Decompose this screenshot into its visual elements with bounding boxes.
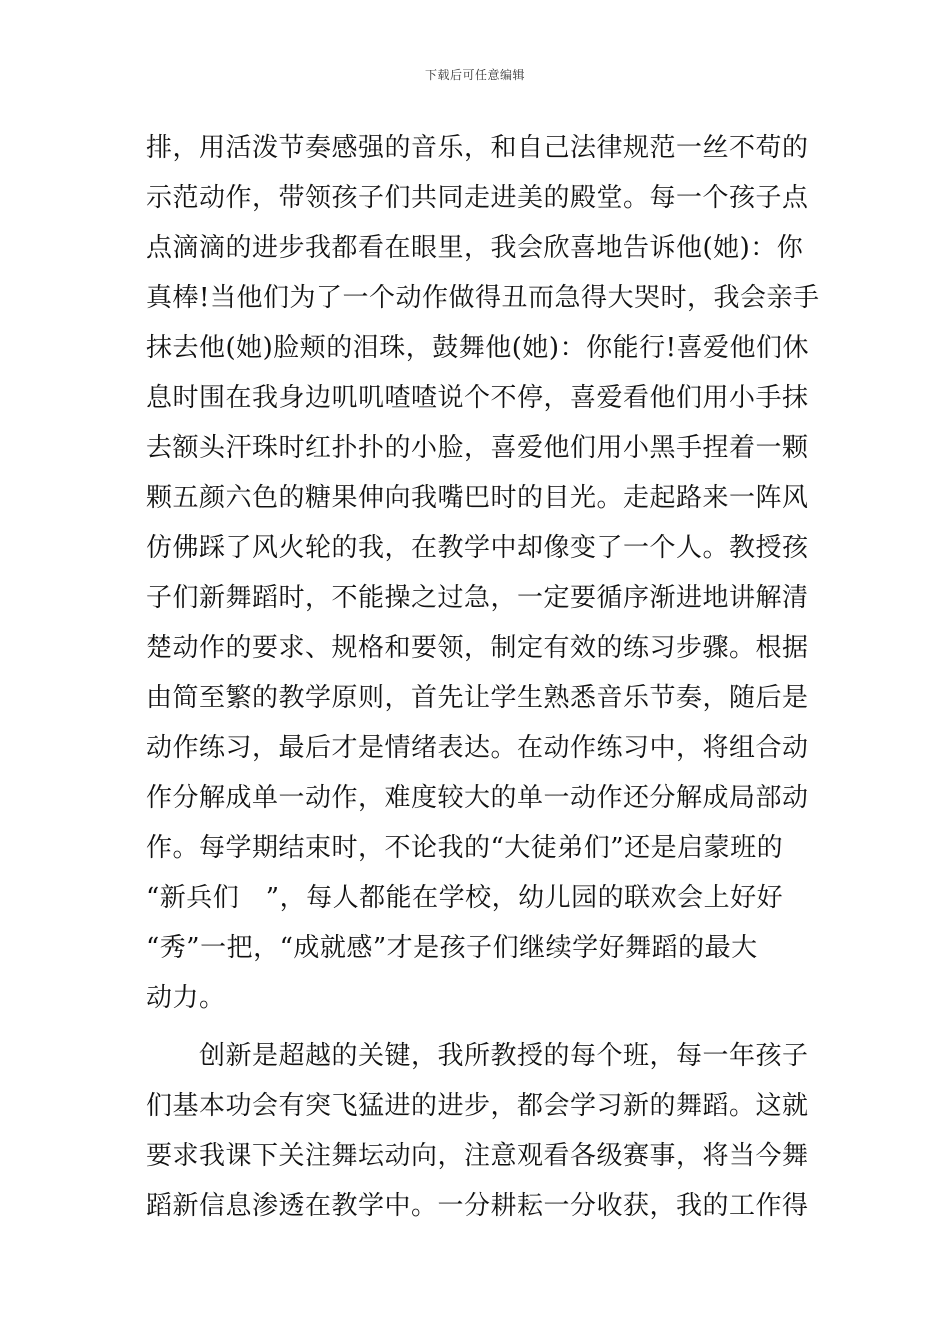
text-line: 息时围在我身边叽叽喳喳说个不停，喜爱看他们用小手抹 [146,383,809,413]
text-line: 点滴滴的进步我都看在眼里，我会欣喜地告诉他(她)：你 [146,233,804,263]
page-header: 下载后可任意编辑 [424,68,525,82]
text-line: 子们新舞蹈时，不能操之过急，一定要循序渐进地讲解清 [146,583,809,613]
text-line: 蹈新信息渗透在教学中。一分耕耘一分收获，我的工作得 [146,1191,809,1221]
text-line: 示范动作，带领孩子们共同走进美的殿堂。每一个孩子点 [146,183,809,213]
text-line: 颗五颜六色的糖果伸向我嘴巴时的目光。走起路来一阵风 [146,483,809,513]
text-line: 作分解成单一动作，难度较大的单一动作还分解成局部动 [146,783,809,813]
text-line: 排，用活泼节奏感强的音乐，和自己法律规范一丝不苟的 [146,133,809,163]
text-line: “秀”一把，“成就感”才是孩子们继续学好舞蹈的最大 [146,933,758,963]
text-line: “新兵们 ”，每人都能在学校，幼儿园的联欢会上好好 [146,883,784,913]
text-line: 们基本功会有突飞猛进的进步，都会学习新的舞蹈。这就 [146,1091,809,1121]
text-line: 仿佛踩了风火轮的我，在教学中却像变了一个人。教授孩 [146,533,809,563]
body-text [146,123,820,1231]
text-line: 真棒!当他们为了一个动作做得丑而急得大哭时，我会亲手 [146,283,820,313]
text-line: 动作练习，最后才是情绪表达。在动作练习中，将组合动 [146,733,809,763]
paragraph-gap [146,1023,816,1031]
text-line: 动力。 [146,983,226,1013]
text-line: 抹去他(她)脸颊的泪珠，鼓舞他(她)：你能行!喜爱他们休 [146,333,810,363]
text-line: 楚动作的要求、规格和要领，制定有效的练习步骤。根据 [146,633,809,663]
text-line: 作。每学期结束时，不论我的“大徒弟们”还是启蒙班的 [146,833,784,863]
text-line: 由简至繁的教学原则，首先让学生熟悉音乐节奏，随后是 [146,683,809,713]
text-line: 去额头汗珠时红扑扑的小脸，喜爱他们用小黑手捏着一颗 [146,433,809,463]
text-line: 创新是超越的关键，我所教授的每个班，每一年孩子 [146,1041,809,1071]
text-line: 要求我课下关注舞坛动向，注意观看各级赛事，将当今舞 [146,1141,809,1171]
